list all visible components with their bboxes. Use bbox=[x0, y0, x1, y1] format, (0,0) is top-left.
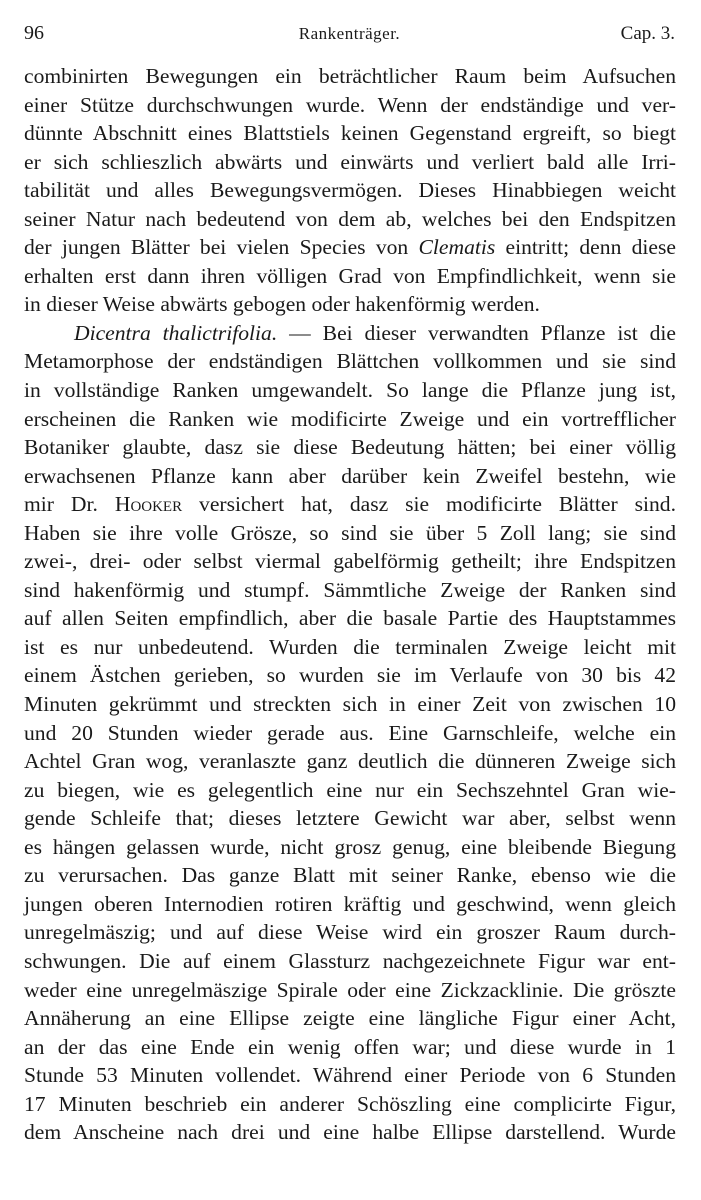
text-line: zwei-, drei- oder selbst viermal gabelförmig getheilt; ihre Endspitzen bbox=[24, 549, 676, 574]
text-segment: eintritt; denn diese bbox=[495, 235, 677, 260]
text-line: Annäherung an eine Ellipse zeigte eine längliche Figur einer Acht, bbox=[24, 1006, 676, 1031]
text-line bbox=[24, 233, 676, 262]
text-line: Haben sie ihre volle Grösze, so sind sie über 5 Zoll lang; sie sind bbox=[24, 520, 676, 545]
text-line: 17 Minuten beschrieb ein anderer Schöszling eine complicirte Figur, bbox=[24, 1091, 676, 1116]
running-header bbox=[24, 22, 675, 52]
text-line: in vollständige Ranken umgewandelt. So lange die Pflanze jung ist, bbox=[24, 378, 676, 403]
text-line: dünnte Abschnitt eines Blattstiels keinen Gegenstand ergreift, so biegt bbox=[24, 121, 676, 146]
genus-name: Clematis bbox=[418, 235, 496, 260]
text-line: combinirten Bewegungen ein beträchtlicher Raum beim Aufsuchen bbox=[24, 64, 676, 88]
text-line bbox=[24, 490, 676, 519]
text-line: erscheinen die Ranken wie modificirte Zweige und ein vortrefflicher bbox=[24, 406, 676, 431]
text-line: in dieser Weise abwärts gebogen oder hakenförmig werden. bbox=[24, 292, 540, 317]
text-line: einem Ästchen gerieben, so wurden sie im Verlaufe von 30 bis 42 bbox=[24, 663, 676, 688]
text-line: an der das eine Ende ein wenig offen war; und diese wurde in 1 bbox=[24, 1034, 676, 1059]
chapter-label: Cap. 3. bbox=[620, 23, 675, 44]
species-name: Dicentra thalictrifolia. bbox=[74, 320, 278, 345]
text-segment: mir Dr. bbox=[24, 492, 115, 517]
text-line: Minuten gekrümmt und streckten sich in einer Zeit von zwischen 10 bbox=[24, 692, 676, 717]
text-line: weder eine unregelmäszige Spirale oder eine Zickzacklinie. Die gröszte bbox=[24, 977, 676, 1002]
text-line: Stunde 53 Minuten vollendet. Während einer Periode von 6 Stunden bbox=[24, 1063, 676, 1088]
running-title: Rankenträger. bbox=[298, 24, 401, 43]
text-line: einer Stütze durchschwungen wurde. Wenn der endständige und ver- bbox=[24, 92, 676, 117]
text-line: und 20 Stunden wieder gerade aus. Eine Garnschleife, welche ein bbox=[24, 720, 676, 745]
text-line: erhalten erst dann ihren völligen Grad von Empfindlichkeit, wenn sie bbox=[24, 263, 676, 288]
text-line: sind hakenförmig und stumpf. Sämmtliche Zweige der Ranken sind bbox=[24, 577, 676, 602]
text-line: er sich schlieszlich abwärts und einwärts und verliert bald alle Irri- bbox=[24, 149, 676, 174]
text-line: zu verursachen. Das ganze Blatt mit seiner Ranke, ebenso wie die bbox=[24, 863, 676, 888]
paragraph bbox=[24, 62, 676, 319]
page-number: 96 bbox=[24, 22, 44, 44]
text-line: tabilität und alles Bewegungsvermögen. Dieses Hinabbiegen weicht bbox=[24, 178, 676, 203]
text-line: seiner Natur nach bedeutend von dem ab, welches bei den Endspitzen bbox=[24, 206, 676, 231]
text-line: Achtel Gran wog, veranlaszte ganz deutlich die dünneren Zweige sich bbox=[24, 749, 676, 774]
text-segment: der jungen Blätter bei vielen Species von bbox=[24, 235, 419, 260]
text-line: schwungen. Die auf einem Glassturz nachgezeichnete Figur war ent- bbox=[24, 948, 676, 973]
text-line: dem Anscheine nach drei und eine halbe Ellipse darstellend. Wurde bbox=[24, 1120, 676, 1145]
text-line: ist es nur unbedeutend. Wurden die terminalen Zweige leicht mit bbox=[24, 634, 676, 659]
text-line: erwachsenen Pflanze kann aber darüber kein Zweifel bestehn, wie bbox=[24, 463, 676, 488]
text-line: jungen oberen Internodien rotiren kräftig und geschwind, wenn gleich bbox=[24, 891, 676, 916]
body-text bbox=[24, 62, 676, 1147]
text-line: gende Schleife that; dieses letztere Gewicht war aber, selbst wenn bbox=[24, 806, 676, 831]
text-segment: — Bei dieser verwandten Pflanze ist die bbox=[277, 320, 677, 345]
person-name: Hooker bbox=[114, 492, 183, 517]
text-line: Botaniker glaubte, dasz sie diese Bedeutung hätten; bei einer völlig bbox=[24, 435, 676, 460]
paragraph bbox=[24, 319, 676, 1147]
text-line: Metamorphose der endständigen Blättchen vollkommen und sie sind bbox=[24, 349, 676, 374]
text-segment: versichert hat, dasz sie modificirte Blätter sind. bbox=[182, 492, 676, 517]
text-line: unregelmäszig; und auf diese Weise wird ein groszer Raum durch- bbox=[24, 920, 676, 945]
text-line bbox=[24, 319, 676, 348]
text-line: auf allen Seiten empfindlich, aber die basale Partie des Hauptstammes bbox=[24, 606, 676, 631]
text-line: es hängen gelassen wurde, nicht grosz genug, eine bleibende Biegung bbox=[24, 834, 676, 859]
text-line: zu biegen, wie es gelegentlich eine nur ein Sechszehntel Gran wie- bbox=[24, 777, 676, 802]
